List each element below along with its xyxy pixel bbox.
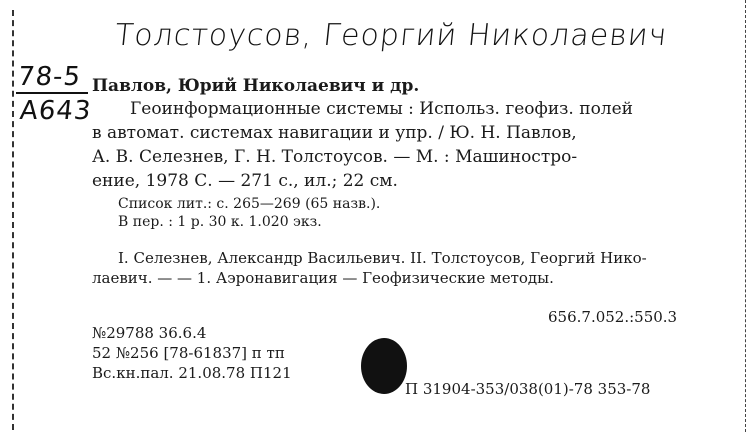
- bibliography-note: Список лит.: с. 265—269 (65 назв.).: [118, 196, 381, 212]
- tracing-line-2: лаевич. — — 1. Аэронавигация — Геофизические методы.: [92, 269, 554, 287]
- handwritten-shelfmark-line1: 78-5: [16, 62, 83, 92]
- registration-line-1: №29788 36.6.4: [92, 324, 207, 342]
- handwritten-shelfmark-line2: А643: [18, 96, 93, 126]
- title-line-3: А. В. Селезнев, Г. Н. Толстоусов. — М. : Машиностро-: [92, 147, 578, 167]
- title-line-2: в автомат. системах навигации и упр. / Ю. Н. Павлов,: [92, 123, 577, 143]
- punch-hole: [361, 338, 407, 394]
- card-right-edge: [745, 0, 746, 432]
- shelfmark-underline: [16, 92, 88, 94]
- udc-code: 656.7.052.:550.3: [548, 308, 678, 326]
- registration-line-2: 52 №256 [78-61837] п тп: [92, 344, 285, 362]
- author-heading: Павлов, Юрий Николаевич и др.: [92, 76, 420, 96]
- publisher-code: П 31904-353/038(01)-78 353-78: [405, 380, 651, 398]
- title-line-1: Геоинформационные системы : Использ. геофиз. полей: [130, 99, 633, 119]
- tracing-line-1: I. Селезнев, Александр Васильевич. II. Толстоусов, Георгий Нико-: [118, 249, 647, 267]
- handwritten-author-note: Толстоусов, Георгий Николаевич: [113, 18, 670, 53]
- registration-line-3: Вс.кн.пал. 21.08.78 П121: [92, 364, 292, 382]
- card-left-edge: [12, 10, 14, 430]
- title-line-4: ение, 1978 С. — 271 с., ил.; 22 см.: [92, 171, 398, 191]
- price-note: В пер. : 1 р. 30 к. 1.020 экз.: [118, 214, 322, 230]
